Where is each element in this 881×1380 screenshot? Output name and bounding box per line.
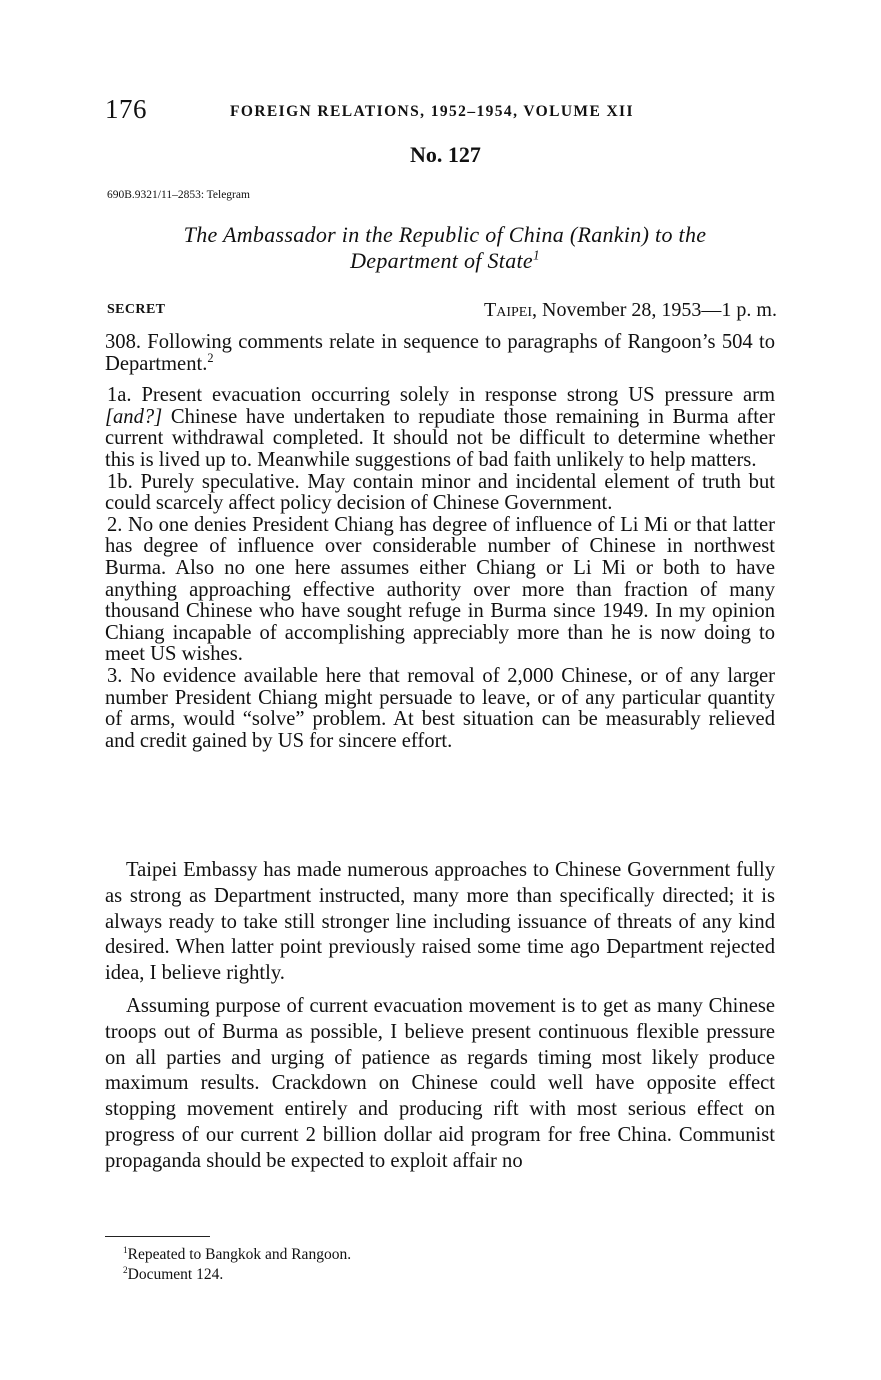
telegram-paragraph: 2. No one denies President Chiang has degree of influence of Li Mi or that latter has degree of influence over considerable number of Chinese in northwest Burma. Also no one here assumes either Chiang or Li Mi or both to have anything approaching effective authority over more than fraction of many thousand Chinese who have sought refuge in Burma since 1949. In my opinion Chiang incapable of accomplishing appreciably more than he is now doing to meet US wishes. (105, 513, 775, 666)
footnotes (105, 1245, 351, 1285)
paragraph-1a-end: Chinese have undertaken to repudiate those remaining in Burma after current withdrawal completed. It should not be difficult to determine whether this is lived up to. Meanwhile suggestions of bad faith unlikely to help matters. (105, 405, 775, 471)
dateline (484, 299, 777, 322)
body-text (105, 858, 775, 1175)
footnote-ref-1: 1 (533, 247, 540, 263)
footnote (105, 1245, 351, 1265)
telegram-paragraph (105, 332, 775, 375)
dateline-date: , November 28, 1953—1 p. m. (532, 299, 777, 321)
page-number: 176 (105, 94, 147, 124)
title-line-2 (140, 248, 750, 274)
classification-label: SECRET (107, 302, 166, 317)
paragraph-1a-start: 1a. Present evacuation occurring solely in response strong US pressure arm (107, 384, 775, 407)
page-header (105, 94, 775, 126)
body-paragraph: Taipei Embassy has made numerous approaches to Chinese Government fully as strong as Department instructed, many more than specifically directed; it is always ready to take still stronger line including issuance of threats of any kind desired. When latter point previously raised some time ago Department rejected idea, I believe rightly. (105, 859, 775, 985)
telegram-paragraph: 3. No evidence available here that removal of 2,000 Chinese, or of any larger number President Chiang might persuade to leave, or of any particular quantity of arms, would “solve” problem. At best situation can be measurably relieved and credit gained by US for sincere effort. (105, 664, 775, 752)
title-line-2-text: Department of State (350, 248, 533, 273)
footnote-text: Repeated to Bangkok and Rangoon. (127, 1246, 352, 1263)
running-title: FOREIGN RELATIONS, 1952–1954, VOLUME XII (230, 103, 634, 120)
telegram-intro: 308. Following comments relate in sequence to paragraphs of Rangoon’s 504 to Department. (105, 331, 775, 375)
footnote-ref-2: 2 (207, 350, 214, 365)
footnote-divider (105, 1236, 210, 1237)
footnote-mark: 2 (123, 1265, 128, 1276)
document-number: No. 127 (410, 142, 481, 167)
footnote-mark: 1 (123, 1245, 128, 1256)
footnote (105, 1265, 351, 1285)
telegram-text (105, 332, 775, 752)
footnote-text: Document 124. (127, 1266, 224, 1283)
title-line-1: The Ambassador in the Republic of China (Rankin) to the (183, 222, 707, 247)
telegram-paragraph: 1b. Purely speculative. May contain minor and incidental element of truth but could scarcely affect policy decision of Chinese Government. (105, 470, 775, 515)
telegram-paragraph (105, 385, 775, 471)
file-reference: 690B.9321/11–2853: Telegram (107, 189, 250, 201)
body-paragraph: Assuming purpose of current evacuation movement is to get as many Chinese troops out of Burma as possible, I believe present continuous flexible pressure on all parties and urging of patience as regards timing most likely produce maximum results. Crackdown on Chinese could well have opposite effect stopping movement entirely and producing rift with most serious effect on progress of our current 2 billion dollar aid program for free China. Communist propaganda should be expected to exploit affair no (105, 994, 775, 1172)
dateline-place: Taipei (484, 299, 533, 321)
editorial-insertion: [and?] (105, 405, 163, 428)
document-title (140, 222, 750, 274)
